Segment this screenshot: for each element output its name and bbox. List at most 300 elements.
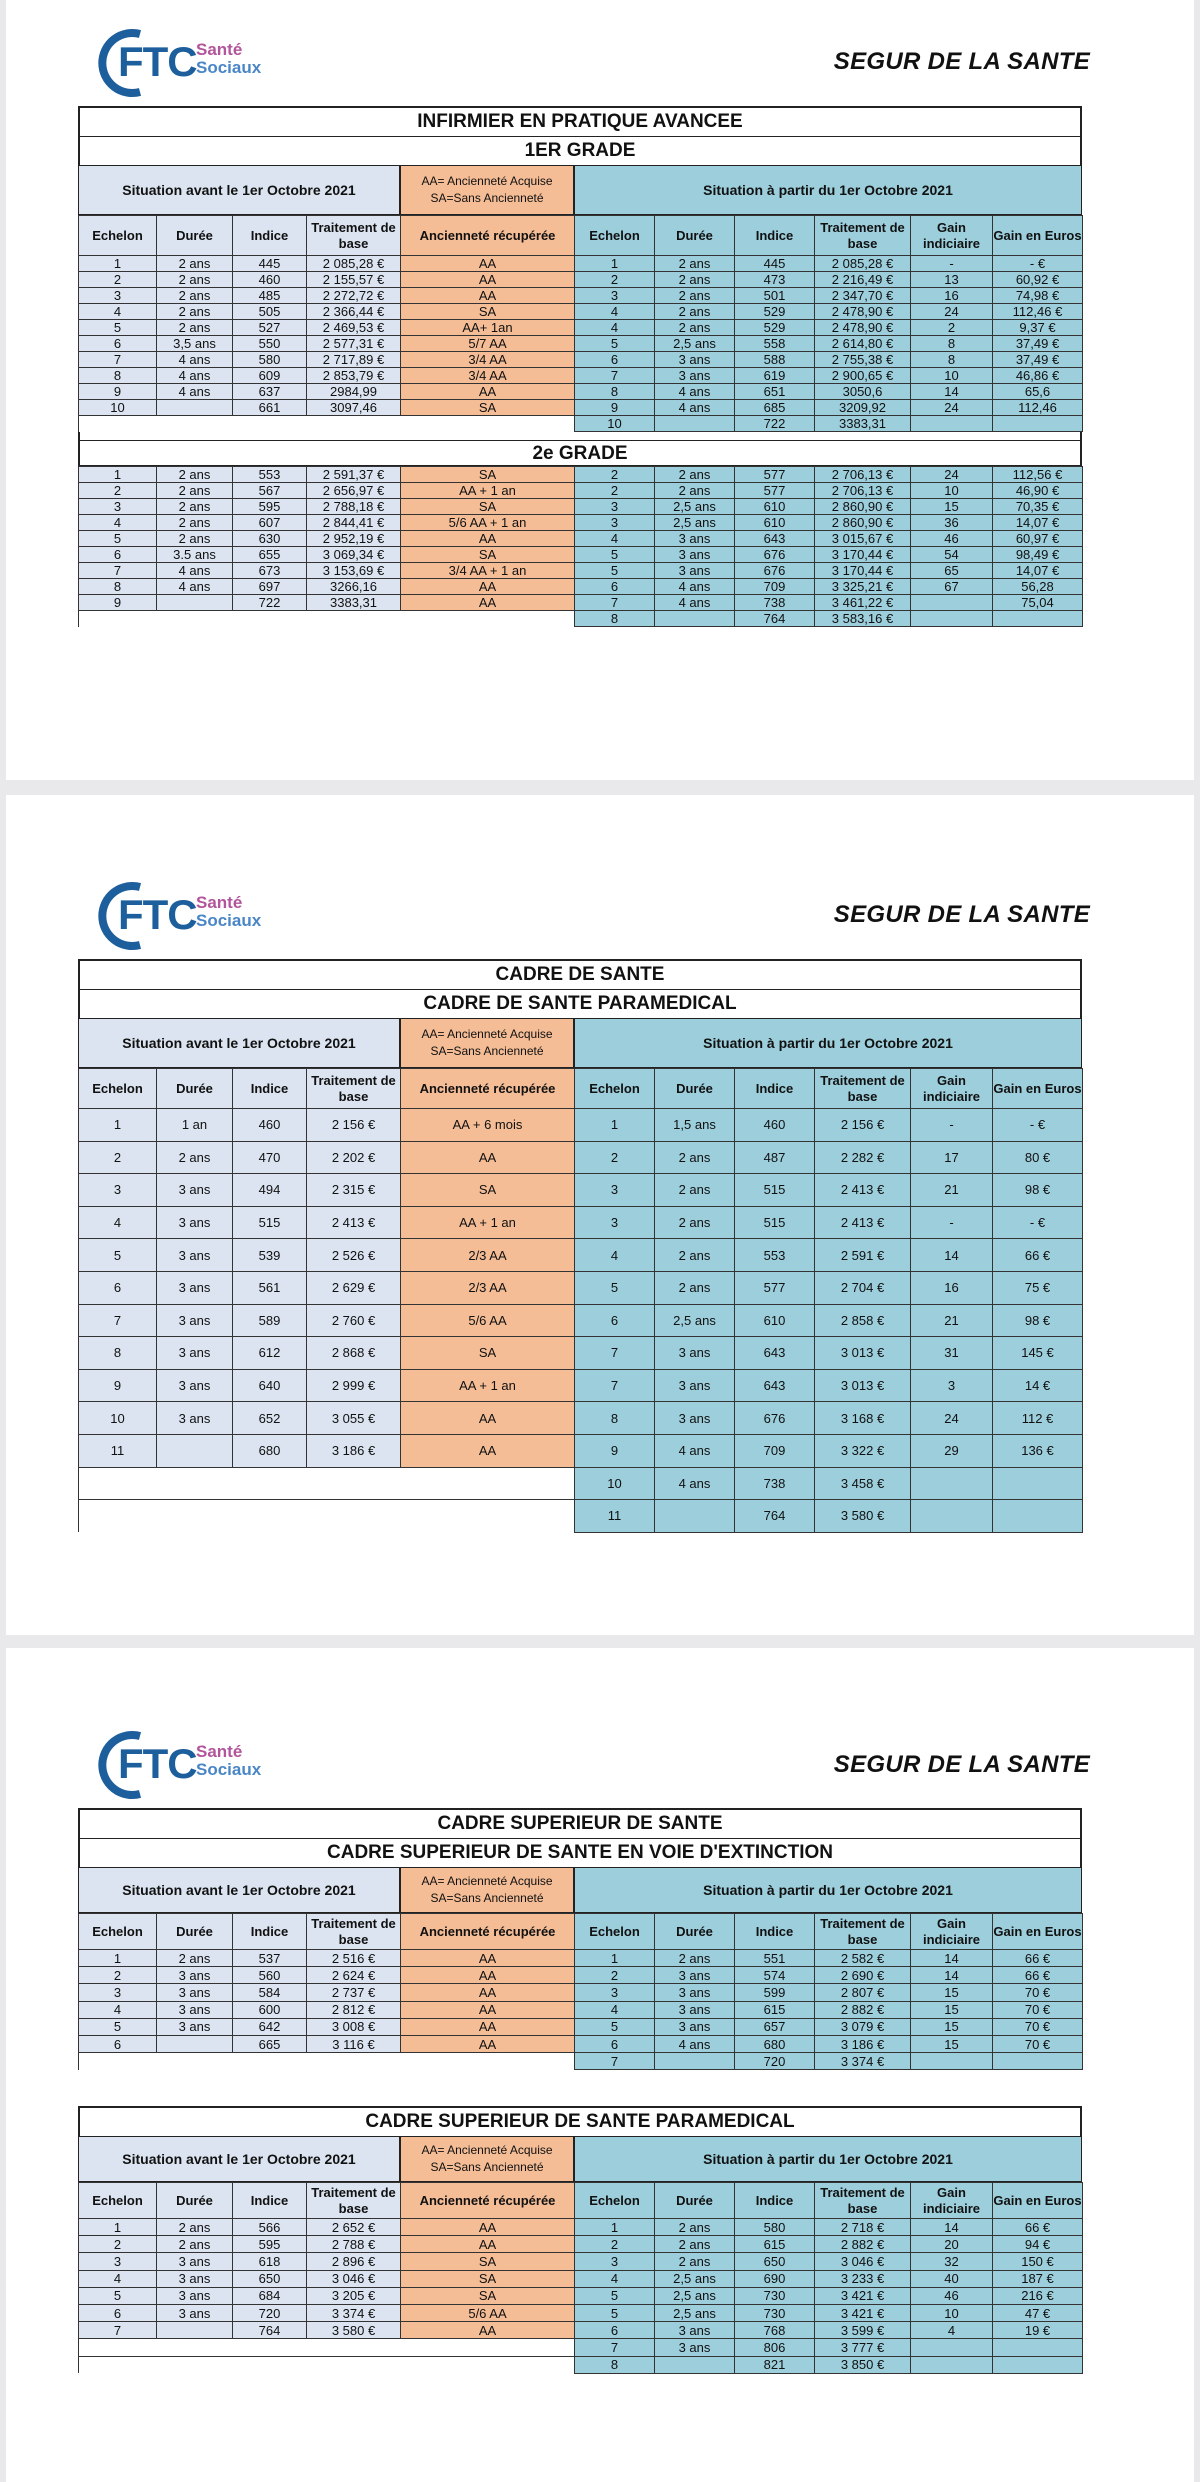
cell: 2 656,97 €	[307, 483, 401, 499]
cell: 2 760 €	[307, 1304, 401, 1337]
cell: 1	[79, 2219, 157, 2236]
cell: 566	[233, 2219, 307, 2236]
cell: 505	[233, 304, 307, 320]
cell: 66 €	[993, 2219, 1083, 2236]
cell: 3 421 €	[815, 2304, 911, 2321]
cell: 3	[575, 1206, 655, 1239]
cell: 643	[735, 531, 815, 547]
cell: 558	[735, 336, 815, 352]
cell: 2 860,90 €	[815, 499, 911, 515]
cell: 720	[735, 2053, 815, 2070]
cell: 112,46	[993, 400, 1083, 416]
cell: 29	[911, 1434, 993, 1467]
segur-heading: SEGUR DE LA SANTE	[833, 1751, 1090, 1778]
cell	[655, 1500, 735, 1533]
legend	[400, 1018, 574, 1068]
cell: 684	[233, 2287, 307, 2304]
legend-sa: SA=Sans Ancienneté	[430, 2160, 544, 2174]
cell: 487	[735, 1141, 815, 1174]
logo-sante: Santé	[196, 1742, 243, 1761]
cell: 515	[735, 1206, 815, 1239]
col-traitement-new: Traitement de base	[815, 216, 911, 256]
cell: 2,5 ans	[655, 2270, 735, 2287]
table-cadre-superieur	[78, 1808, 1082, 2070]
cell: 6	[575, 579, 655, 595]
cell: AA	[401, 288, 575, 304]
cell: 3 ans	[655, 1967, 735, 1984]
cell: 112 €	[993, 1402, 1083, 1435]
col-indice: Indice	[233, 1914, 307, 1950]
col-gain-indiciaire: Gain indiciaire	[911, 2183, 993, 2219]
cell: 2 706,13 €	[815, 467, 911, 483]
cell: 40	[911, 2270, 993, 2287]
cell: 66 €	[993, 1950, 1083, 1967]
col-duree: Durée	[157, 216, 233, 256]
cell: 2 868 €	[307, 1337, 401, 1370]
cell: 8	[79, 1337, 157, 1370]
cell: 764	[233, 2322, 307, 2339]
cell	[79, 2356, 157, 2373]
cell: 10	[79, 400, 157, 416]
cell: 15	[911, 1984, 993, 2001]
cell: 75 €	[993, 1271, 1083, 1304]
cell: 3 ans	[655, 1337, 735, 1370]
table-row	[79, 320, 1083, 336]
cell: AA	[401, 256, 575, 272]
cell: 643	[735, 1369, 815, 1402]
cell	[993, 2356, 1083, 2373]
cell: 1	[575, 1109, 655, 1142]
cell: 4 ans	[655, 595, 735, 611]
col-duree-new: Durée	[655, 1069, 735, 1109]
cell: 145 €	[993, 1337, 1083, 1370]
cell: 2 737 €	[307, 1984, 401, 2001]
cell: 730	[735, 2287, 815, 2304]
table-row	[79, 547, 1083, 563]
cell: 7	[575, 2053, 655, 2070]
cell	[157, 416, 233, 432]
cell: 588	[735, 352, 815, 368]
col-gain-indiciaire: Gain indiciaire	[911, 1069, 993, 1109]
legend-aa: AA= Ancienneté Acquise	[421, 1027, 553, 1041]
cell	[993, 416, 1083, 432]
cell: 1	[575, 2219, 655, 2236]
cell: SA	[401, 2287, 575, 2304]
cell: 3 ans	[655, 531, 735, 547]
cell: 2 ans	[655, 2236, 735, 2253]
cell: 2 ans	[157, 304, 233, 320]
cell: 577	[735, 467, 815, 483]
cell: 2 478,90 €	[815, 304, 911, 320]
cell: 650	[735, 2253, 815, 2270]
situation-after: Situation à partir du 1er Octobre 2021	[574, 1018, 1082, 1068]
cell	[233, 2053, 307, 2070]
cell: 738	[735, 1467, 815, 1500]
cell: SA	[401, 304, 575, 320]
cell: 2984,99	[307, 384, 401, 400]
cell: 4 ans	[655, 1434, 735, 1467]
cell: 6	[575, 2035, 655, 2052]
cell	[233, 1467, 307, 1500]
cell: 14	[911, 2219, 993, 2236]
cell: 584	[233, 1984, 307, 2001]
paramedical-table	[78, 2182, 1083, 2374]
logo-letters: FTC	[118, 891, 197, 938]
cell: 6	[575, 2322, 655, 2339]
col-traitement: Traitement de base	[307, 1914, 401, 1950]
cell: 3 ans	[157, 2270, 233, 2287]
table-row	[79, 256, 1083, 272]
cell: 768	[735, 2322, 815, 2339]
cell: 3 ans	[157, 1402, 233, 1435]
page-infirmier	[6, 0, 1194, 780]
table-row	[79, 2304, 1083, 2321]
cell: AA	[401, 272, 575, 288]
table-row	[79, 1239, 1083, 1272]
cell: 46	[911, 531, 993, 547]
cell	[157, 2322, 233, 2339]
cell	[307, 611, 401, 627]
cell: 4 ans	[655, 400, 735, 416]
cell	[157, 400, 233, 416]
cell: 3 777 €	[815, 2339, 911, 2356]
cell: 98,49 €	[993, 547, 1083, 563]
cell: 3383,31	[307, 595, 401, 611]
cell: 3 015,67 €	[815, 531, 911, 547]
cell	[233, 2356, 307, 2373]
cell: 3 ans	[655, 1402, 735, 1435]
cell: 2	[575, 483, 655, 499]
cell: 66 €	[993, 1239, 1083, 1272]
cell: -	[911, 1206, 993, 1239]
cell: 673	[233, 563, 307, 579]
cell: 2 ans	[655, 1206, 735, 1239]
cell: 2 085,28 €	[307, 256, 401, 272]
cell: 2 853,79 €	[307, 368, 401, 384]
col-gain-euros: Gain en Euros	[993, 2183, 1083, 2219]
cell: 65	[911, 563, 993, 579]
cell: 3 ans	[655, 1369, 735, 1402]
cell: 4	[79, 2001, 157, 2018]
cell: 3,5 ans	[157, 336, 233, 352]
cell: 685	[735, 400, 815, 416]
cell: 4	[575, 531, 655, 547]
cell: 6	[79, 336, 157, 352]
cell: 3 ans	[655, 563, 735, 579]
legend	[400, 2136, 574, 2182]
cell: 2 ans	[655, 320, 735, 336]
cell: 2 ans	[157, 499, 233, 515]
table-title: CADRE DE SANTE	[78, 959, 1082, 989]
cell: 3	[575, 515, 655, 531]
cell: 24	[911, 467, 993, 483]
table-row	[79, 1950, 1083, 1967]
logo-sociaux: Sociaux	[196, 1760, 262, 1779]
cell: 722	[233, 595, 307, 611]
cell: 2 272,72 €	[307, 288, 401, 304]
cell: 14,07 €	[993, 515, 1083, 531]
col-gain-indiciaire: Gain indiciaire	[911, 1914, 993, 1950]
cell: 11	[575, 1500, 655, 1533]
cell: 676	[735, 547, 815, 563]
cell	[911, 1500, 993, 1533]
table-title: CADRE SUPERIEUR DE SANTE	[78, 1808, 1082, 1838]
cell: 21	[911, 1304, 993, 1337]
cell: 529	[735, 320, 815, 336]
cell: 2	[79, 1141, 157, 1174]
cell: 553	[735, 1239, 815, 1272]
cell: 112,46 €	[993, 304, 1083, 320]
cell: AA + 6 mois	[401, 1109, 575, 1142]
col-echelon: Echelon	[79, 2183, 157, 2219]
cell	[655, 2053, 735, 2070]
cell: 2 413 €	[307, 1206, 401, 1239]
cell: 3 ans	[157, 1984, 233, 2001]
cell: 2 ans	[157, 320, 233, 336]
cell: 612	[233, 1337, 307, 1370]
table-row	[79, 288, 1083, 304]
cell: 46,86 €	[993, 368, 1083, 384]
table-row	[79, 1434, 1083, 1467]
col-gain-euros: Gain en Euros	[993, 216, 1083, 256]
cell: 150 €	[993, 2253, 1083, 2270]
cell: 3 ans	[157, 2018, 233, 2035]
cell: 560	[233, 1967, 307, 1984]
cell: 37,49 €	[993, 352, 1083, 368]
cell: 216 €	[993, 2287, 1083, 2304]
cell: 5	[575, 336, 655, 352]
cell: 5	[575, 547, 655, 563]
cell: 2 ans	[655, 1239, 735, 1272]
legend-sa: SA=Sans Ancienneté	[430, 1044, 544, 1058]
cell	[157, 2035, 233, 2052]
cell: 610	[735, 515, 815, 531]
cell: 4 ans	[655, 384, 735, 400]
cell: 2 591,37 €	[307, 467, 401, 483]
cell: 1 an	[157, 1109, 233, 1142]
cell: 15	[911, 2035, 993, 2052]
column-headers	[79, 1069, 1083, 1109]
cell: 98 €	[993, 1174, 1083, 1207]
ftc-logo	[94, 1728, 284, 1800]
cell: 657	[735, 2018, 815, 2035]
cell: 10	[575, 416, 655, 432]
table-row	[79, 416, 1083, 432]
cell: 5	[79, 1239, 157, 1272]
table-row	[79, 304, 1083, 320]
cell	[401, 2339, 575, 2356]
cell	[911, 2339, 993, 2356]
cell: 9	[79, 1369, 157, 1402]
cell: 16	[911, 1271, 993, 1304]
cell: 615	[735, 2001, 815, 2018]
cell: 3 583,16 €	[815, 611, 911, 627]
cell: 2 704 €	[815, 1271, 911, 1304]
cell: 14	[911, 1239, 993, 1272]
cell: 15	[911, 499, 993, 515]
cell: AA + 1 an	[401, 1369, 575, 1402]
table-row	[79, 2270, 1083, 2287]
cell: 2	[79, 1967, 157, 1984]
cell: 4	[79, 2270, 157, 2287]
col-indice-new: Indice	[735, 2183, 815, 2219]
cell: 2 ans	[655, 1271, 735, 1304]
cell: 2 788,18 €	[307, 499, 401, 515]
cell: 5	[575, 2018, 655, 2035]
cell	[401, 416, 575, 432]
cell: AA	[401, 1402, 575, 1435]
cell: 2 ans	[157, 515, 233, 531]
cell: 3 116 €	[307, 2035, 401, 2052]
cell	[307, 2053, 401, 2070]
grade-1-title: 1ER GRADE	[78, 136, 1082, 165]
cell: 4 ans	[157, 384, 233, 400]
cell: 595	[233, 499, 307, 515]
cell: 470	[233, 1141, 307, 1174]
cell: 2 ans	[655, 1950, 735, 1967]
cell: 2 413 €	[815, 1206, 911, 1239]
cell: 6	[79, 1271, 157, 1304]
cell: 3 ans	[655, 2001, 735, 2018]
cell	[911, 416, 993, 432]
cell: 610	[735, 1304, 815, 1337]
cell: 67	[911, 579, 993, 595]
table-row	[79, 2053, 1083, 2070]
cell: 2,5 ans	[655, 2287, 735, 2304]
cell: 2	[575, 467, 655, 483]
table-row	[79, 611, 1083, 627]
cell: 7	[575, 2339, 655, 2356]
cell: 445	[233, 256, 307, 272]
cell: 9	[575, 1434, 655, 1467]
cell: - €	[993, 1206, 1083, 1239]
cell: SA	[401, 1174, 575, 1207]
cell: 3	[79, 499, 157, 515]
cell: 738	[735, 595, 815, 611]
cell: 9	[79, 384, 157, 400]
grade-spacer	[78, 432, 1082, 440]
cell: 2 366,44 €	[307, 304, 401, 320]
legend-aa: AA= Ancienneté Acquise	[421, 174, 553, 188]
cell: 3	[575, 499, 655, 515]
cell: 485	[233, 288, 307, 304]
cell: 2 ans	[655, 304, 735, 320]
cell: 10	[911, 368, 993, 384]
cell: 2	[575, 1141, 655, 1174]
cell: 2 315 €	[307, 1174, 401, 1207]
cell: 7	[575, 1369, 655, 1402]
cell: 460	[233, 1109, 307, 1142]
cell: 112,56 €	[993, 467, 1083, 483]
cell: 551	[735, 1950, 815, 1967]
table-row	[79, 1174, 1083, 1207]
cadre-sante-table	[78, 1068, 1083, 1533]
cell: 60,97 €	[993, 531, 1083, 547]
col-indice: Indice	[233, 216, 307, 256]
cell: 3 013 €	[815, 1337, 911, 1370]
cell: 2 ans	[655, 256, 735, 272]
col-echelon-new: Echelon	[575, 216, 655, 256]
cell: 3 153,69 €	[307, 563, 401, 579]
cell: 6	[575, 352, 655, 368]
cell: 2,5 ans	[655, 515, 735, 531]
cell: 2 ans	[655, 272, 735, 288]
cell: SA	[401, 2270, 575, 2287]
cell: 4	[79, 515, 157, 531]
legend	[400, 1867, 574, 1913]
cell: 2 755,38 €	[815, 352, 911, 368]
cell: 6	[575, 1304, 655, 1337]
cell: 2 717,89 €	[307, 352, 401, 368]
col-anciennete: Ancienneté récupérée	[401, 1914, 575, 1950]
cell: 553	[233, 467, 307, 483]
cell: 529	[735, 304, 815, 320]
cell: 3 850 €	[815, 2356, 911, 2373]
cell: 3.5 ans	[157, 547, 233, 563]
table-row	[79, 563, 1083, 579]
cell: 2 882 €	[815, 2236, 911, 2253]
cell: 3 ans	[655, 1984, 735, 2001]
cell: 7	[79, 1304, 157, 1337]
cell: SA	[401, 499, 575, 515]
cell: 98 €	[993, 1304, 1083, 1337]
cell: 2 896 €	[307, 2253, 401, 2270]
cell	[233, 611, 307, 627]
cell: 2 347,70 €	[815, 288, 911, 304]
situation-after: Situation à partir du 1er Octobre 2021	[574, 1867, 1082, 1913]
cell	[157, 2339, 233, 2356]
cell: 460	[735, 1109, 815, 1142]
logo-letters: FTC	[118, 1740, 197, 1787]
cell: AA	[401, 2236, 575, 2253]
cell: 2 ans	[655, 2253, 735, 2270]
cell: 6	[79, 2035, 157, 2052]
cell	[993, 1500, 1083, 1533]
cell: AA	[401, 2035, 575, 2052]
legend-sa: SA=Sans Ancienneté	[430, 1891, 544, 1905]
cell: 1	[79, 1109, 157, 1142]
cell: 655	[233, 547, 307, 563]
cell: 2 591 €	[815, 1239, 911, 1272]
cell: 2 526 €	[307, 1239, 401, 1272]
cell: 2 ans	[655, 483, 735, 499]
cell: 15	[911, 2018, 993, 2035]
cell	[79, 2339, 157, 2356]
cell: AA	[401, 1967, 575, 1984]
cell: 3 ans	[157, 1174, 233, 1207]
cell: 94 €	[993, 2236, 1083, 2253]
col-indice-new: Indice	[735, 216, 815, 256]
col-indice-new: Indice	[735, 1069, 815, 1109]
cell: AA	[401, 1434, 575, 1467]
cell	[157, 2356, 233, 2373]
cell: 730	[735, 2304, 815, 2321]
cell: 676	[735, 1402, 815, 1435]
cell: 3 ans	[157, 1967, 233, 1984]
cell: 70 €	[993, 2018, 1083, 2035]
cell: 13	[911, 272, 993, 288]
cell: 70 €	[993, 1984, 1083, 2001]
table-row	[79, 400, 1083, 416]
column-headers	[79, 216, 1083, 256]
cell: 1	[575, 256, 655, 272]
cell: 2 882 €	[815, 2001, 911, 2018]
cell: 3	[575, 288, 655, 304]
cell: 665	[233, 2035, 307, 2052]
cell: 3 325,21 €	[815, 579, 911, 595]
cell: 3	[575, 1984, 655, 2001]
paramedical-title: CADRE SUPERIEUR DE SANTE PARAMEDICAL	[78, 2106, 1082, 2136]
